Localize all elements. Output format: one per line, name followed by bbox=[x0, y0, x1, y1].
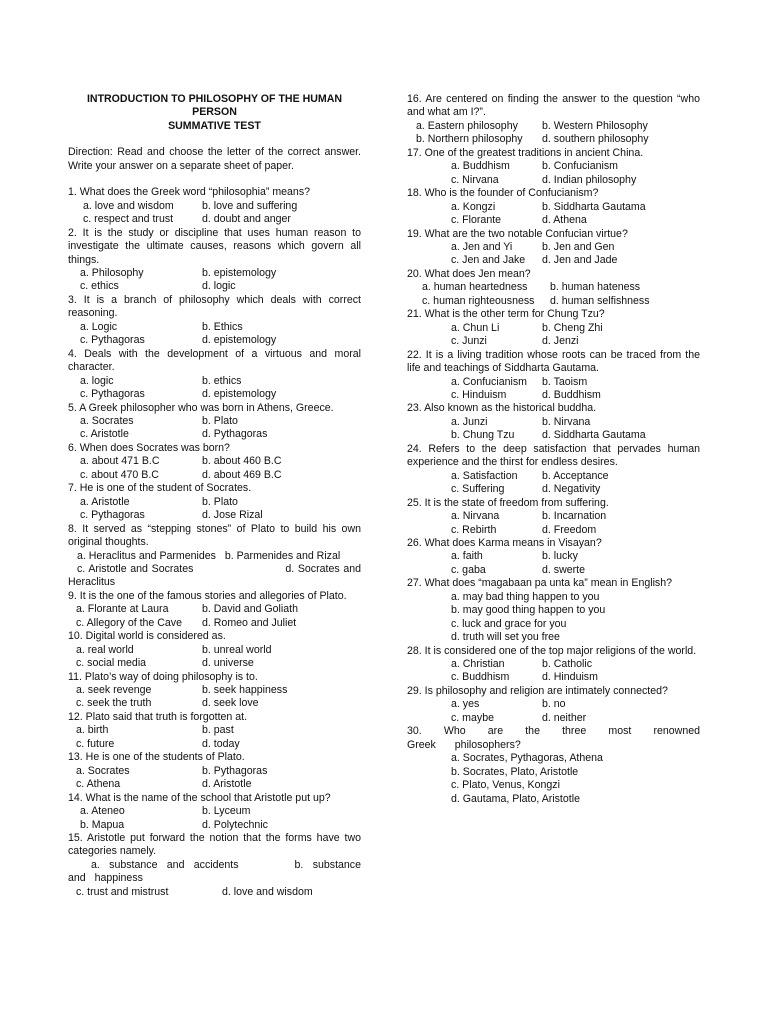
question-text: 6. When does Socrates was born? bbox=[68, 441, 230, 454]
option-b: b. Plato bbox=[202, 414, 238, 427]
option-a: a. human heartedness bbox=[422, 281, 528, 294]
question-2 bbox=[68, 227, 361, 294]
option-a: a. logic bbox=[80, 374, 114, 387]
option-c: c. Buddhism bbox=[451, 671, 510, 684]
option-b: b. Plato bbox=[202, 495, 238, 508]
option-c: c. Junzi bbox=[451, 335, 487, 348]
option-b: b. Siddharta Gautama bbox=[542, 200, 646, 213]
option-c: c. gaba bbox=[451, 563, 486, 576]
option-b: b. epistemology bbox=[202, 266, 277, 279]
option-c: c. Nirvana bbox=[451, 173, 499, 186]
question-text: 2. It is the study or discipline that uses human reason to investigate the ultimate causes, reasons which govern all things. bbox=[68, 226, 361, 266]
option-b: b. Western Philosophy bbox=[542, 119, 648, 132]
question-text: 16. Are centered on finding the answer to the question “who and what am I?”. bbox=[407, 93, 700, 119]
question-text: 18. Who is the founder of Confucianism? bbox=[407, 187, 599, 200]
option-d: d. Freedom bbox=[542, 523, 597, 536]
question-text: 23. Also known as the historical buddha. bbox=[407, 402, 597, 415]
option-d: d. swerte bbox=[542, 563, 585, 576]
option-c: c. Pythagoras bbox=[80, 388, 145, 401]
question-text: 14. What is the name of the school that Aristotle put up? bbox=[68, 791, 331, 804]
question-26 bbox=[407, 537, 700, 577]
option-d: d. Socrates and Heraclitus bbox=[68, 562, 361, 589]
option-b: b. Incarnation bbox=[542, 510, 607, 523]
question-17 bbox=[407, 147, 700, 187]
question-text: 27. What does “magabaan pa unta ka” mean in English? bbox=[407, 577, 673, 590]
option-c: c. maybe bbox=[451, 711, 494, 724]
option-b: b. unreal world bbox=[202, 643, 272, 656]
question-24 bbox=[407, 443, 700, 497]
option-c: c. Florante bbox=[451, 214, 502, 227]
document-header bbox=[68, 93, 361, 133]
option-b: b. Socrates, Plato, Aristotle bbox=[451, 765, 579, 778]
question-text: 19. What are the two notable Confucian virtue? bbox=[407, 227, 628, 240]
question-21 bbox=[407, 308, 700, 348]
question-text: 25. It is the state of freedom from suffering. bbox=[407, 496, 609, 509]
question-14 bbox=[68, 792, 361, 832]
question-text: 8. It served as “stepping stones” of Plato to build his own original thoughts. bbox=[68, 522, 361, 549]
question-text: 29. Is philosophy and religion are intimately connected? bbox=[407, 684, 668, 697]
question-text: 5. A Greek philosopher who was born in Athens, Greece. bbox=[68, 401, 334, 414]
option-d: d. Indian philosophy bbox=[542, 173, 637, 186]
question-text: 13. He is one of the students of Plato. bbox=[68, 751, 245, 764]
option-a: a. Junzi bbox=[451, 415, 488, 428]
question-16 bbox=[407, 93, 700, 147]
option-b: b. lucky bbox=[542, 550, 578, 563]
option-a: a. substance and accidents bbox=[91, 858, 239, 871]
option-a: a. Socrates bbox=[80, 414, 134, 427]
option-b: b. Pythagoras bbox=[202, 764, 268, 777]
option-c: c. ethics bbox=[80, 280, 119, 293]
question-25 bbox=[407, 497, 700, 537]
directions-text: Direction: Read and choose the letter of the correct answer. Write your answer on a separate sheet of paper. bbox=[68, 146, 361, 172]
question-11 bbox=[68, 671, 361, 711]
option-a: a. faith bbox=[451, 550, 483, 563]
option-a: a. Socrates bbox=[76, 764, 130, 777]
question-18 bbox=[407, 187, 700, 227]
question-12 bbox=[68, 711, 361, 751]
question-29 bbox=[407, 685, 700, 725]
option-b: b. substance and happiness bbox=[68, 858, 361, 885]
option-c: c. Hinduism bbox=[451, 388, 507, 401]
option-c: c. Aristotle and Socrates bbox=[77, 562, 194, 575]
option-a: a. Kongzi bbox=[451, 200, 496, 213]
question-text: 17. One of the greatest traditions in ancient China. bbox=[407, 146, 644, 159]
option-b: b. Jen and Gen bbox=[542, 240, 615, 253]
option-d: d. Athena bbox=[542, 214, 587, 227]
left-column bbox=[68, 93, 361, 899]
option-d: d. Siddharta Gautama bbox=[542, 429, 646, 442]
option-c: c. Suffering bbox=[451, 483, 505, 496]
option-c: b. Chung Tzu bbox=[451, 429, 515, 442]
option-d: d. Pythagoras bbox=[202, 428, 268, 441]
option-c: c. Athena bbox=[76, 778, 121, 791]
option-b: b. past bbox=[202, 724, 234, 737]
option-c: c. respect and trust bbox=[83, 213, 174, 226]
option-d: d. Hinduism bbox=[542, 671, 598, 684]
question-13 bbox=[68, 751, 361, 791]
question-20 bbox=[407, 268, 700, 308]
option-c: c. social media bbox=[76, 657, 147, 670]
option-b: b. Nirvana bbox=[542, 415, 591, 428]
document-title: INTRODUCTION TO PHILOSOPHY OF THE HUMAN bbox=[86, 93, 343, 105]
option-c: c. Jen and Jake bbox=[451, 254, 526, 267]
question-30 bbox=[407, 725, 700, 806]
option-a: a. may bad thing happen to you bbox=[451, 590, 600, 603]
right-column bbox=[407, 93, 700, 806]
option-c: c. Plato, Venus, Kongzi bbox=[451, 779, 560, 792]
option-d: d. love and wisdom bbox=[222, 885, 313, 898]
option-b: b. seek happiness bbox=[202, 684, 288, 697]
question-6 bbox=[68, 442, 361, 482]
option-a: a. Eastern philosophy bbox=[416, 119, 518, 132]
question-4 bbox=[68, 348, 361, 402]
option-c: c. Allegory of the Cave bbox=[76, 616, 182, 629]
question-19 bbox=[407, 228, 700, 268]
option-c: b. Mapua bbox=[80, 818, 125, 831]
question-text: 24. Refers to the deep satisfaction that pervades human experience and the thirst for endless desires. bbox=[407, 442, 700, 469]
option-b: b. Acceptance bbox=[542, 469, 609, 482]
question-text: 30. Who are the three most renowned Greek philosophers? bbox=[407, 725, 700, 751]
question-text: 28. It is considered one of the top major religions of the world. bbox=[407, 644, 697, 657]
option-c: c. Pythagoras bbox=[80, 509, 145, 522]
question-text: 7. He is one of the student of Socrates. bbox=[68, 482, 252, 495]
document-title-continued: PERSON bbox=[192, 106, 237, 119]
option-a: a. Jen and Yi bbox=[451, 240, 513, 253]
question-23 bbox=[407, 402, 700, 442]
option-a: a. love and wisdom bbox=[83, 199, 174, 212]
option-d: d. about 469 B.C bbox=[202, 468, 282, 481]
option-a: a. Logic bbox=[80, 320, 118, 333]
option-c: c. future bbox=[76, 737, 115, 750]
option-b: b. human hateness bbox=[550, 281, 641, 294]
option-d: d. universe bbox=[202, 657, 254, 670]
option-b: b. Catholic bbox=[542, 658, 593, 671]
option-b: b. ethics bbox=[202, 374, 242, 387]
option-d: d. seek love bbox=[202, 697, 259, 710]
option-b: b. Confucianism bbox=[542, 160, 618, 173]
option-b: b. about 460 B.C bbox=[202, 455, 282, 468]
option-a: a. Confucianism bbox=[451, 375, 527, 388]
question-text: 21. What is the other term for Chung Tzu? bbox=[407, 308, 605, 321]
option-a: a. Satisfaction bbox=[451, 469, 518, 482]
question-15 bbox=[68, 832, 361, 899]
option-c: c. seek the truth bbox=[76, 697, 152, 710]
option-d: d. Jenzi bbox=[542, 335, 579, 348]
option-d: d. Polytechnic bbox=[202, 818, 268, 831]
document-subtitle: SUMMATIVE TEST bbox=[168, 119, 261, 132]
option-c: c. human righteousness bbox=[422, 294, 535, 307]
option-a: a. Florante at Laura bbox=[76, 603, 169, 616]
option-a: a. Aristotle bbox=[80, 495, 130, 508]
option-d: d. Romeo and Juliet bbox=[202, 616, 297, 629]
question-8 bbox=[68, 523, 361, 590]
question-3 bbox=[68, 294, 361, 348]
option-a: a. Socrates, Pythagoras, Athena bbox=[451, 752, 603, 765]
option-c: c. Pythagoras bbox=[80, 334, 145, 347]
option-c: c. Aristotle bbox=[80, 428, 129, 441]
option-b: b. Ethics bbox=[202, 320, 243, 333]
option-a: a. Philosophy bbox=[80, 266, 144, 279]
option-a: a. real world bbox=[76, 643, 134, 656]
option-d: d. Buddhism bbox=[542, 388, 601, 401]
option-b: b. no bbox=[542, 698, 566, 711]
option-a: a. Christian bbox=[451, 658, 505, 671]
option-d: d. Aristotle bbox=[202, 778, 252, 791]
option-a: a. Chun Li bbox=[451, 321, 500, 334]
question-text: 12. Plato said that truth is forgotten at. bbox=[68, 710, 248, 723]
option-b: b. Lyceum bbox=[202, 805, 251, 818]
question-10 bbox=[68, 630, 361, 670]
question-1 bbox=[68, 186, 361, 226]
question-text: 15. Aristotle put forward the notion that the forms have two categories namely. bbox=[68, 832, 361, 858]
option-d: d. Jose Rizal bbox=[202, 509, 263, 522]
option-b: b. Cheng Zhi bbox=[542, 321, 603, 334]
question-text: 3. It is a branch of philosophy which deals with correct reasoning. bbox=[68, 293, 361, 320]
option-d: d. Negativity bbox=[542, 483, 601, 496]
option-b: b. may good thing happen to you bbox=[451, 604, 606, 617]
question-7 bbox=[68, 482, 361, 522]
option-c: c. trust and mistrust bbox=[76, 885, 169, 898]
question-text: 10. Digital world is considered as. bbox=[68, 630, 226, 643]
question-27 bbox=[407, 577, 700, 644]
question-28 bbox=[407, 645, 700, 685]
option-b: b. Parmenides and Rizal bbox=[224, 549, 341, 562]
option-d: d. today bbox=[202, 737, 240, 750]
option-c: c. Rebirth bbox=[451, 523, 497, 536]
question-text: 9. It is the one of the famous stories and allegories of Plato. bbox=[68, 589, 347, 602]
option-a: a. Ateneo bbox=[80, 805, 125, 818]
question-text: 26. What does Karma means in Visayan? bbox=[407, 536, 602, 549]
question-22 bbox=[407, 349, 700, 403]
option-d: d. Jen and Jade bbox=[542, 254, 618, 267]
option-b: b. David and Goliath bbox=[202, 603, 298, 616]
option-d: d. southern philosophy bbox=[542, 133, 649, 146]
option-c: c. luck and grace for you bbox=[451, 617, 567, 630]
option-c: c. about 470 B.C bbox=[80, 468, 159, 481]
option-d: d. neither bbox=[542, 711, 587, 724]
option-d: d. truth will set you free bbox=[451, 631, 560, 644]
question-text: 4. Deals with the development of a virtuous and moral character. bbox=[68, 347, 361, 374]
option-a: a. about 471 B.C bbox=[80, 455, 160, 468]
option-a: a. seek revenge bbox=[76, 684, 152, 697]
question-text: 11. Plato’s way of doing philosophy is to. bbox=[68, 670, 258, 683]
option-a: a. birth bbox=[76, 724, 109, 737]
option-b: b. love and suffering bbox=[202, 199, 298, 212]
option-d: d. doubt and anger bbox=[202, 213, 291, 226]
option-d: d. Gautama, Plato, Aristotle bbox=[451, 792, 580, 805]
question-5 bbox=[68, 402, 361, 442]
option-d: d. epistemology bbox=[202, 388, 277, 401]
option-a: a. Buddhism bbox=[451, 160, 510, 173]
option-c: b. Northern philosophy bbox=[416, 133, 523, 146]
option-d: d. human selfishness bbox=[550, 294, 650, 307]
question-9 bbox=[68, 590, 361, 630]
option-d: d. logic bbox=[202, 280, 236, 293]
question-text: 1. What does the Greek word “philosophia” means? bbox=[68, 186, 311, 199]
question-text: 20. What does Jen mean? bbox=[407, 267, 531, 280]
option-d: d. epistemology bbox=[202, 334, 277, 347]
option-a: a. yes bbox=[451, 698, 480, 711]
option-a: a. Heraclitus and Parmenides bbox=[77, 549, 216, 562]
question-text: 22. It is a living tradition whose roots can be traced from the life and teachings of Siddharta Gautama. bbox=[407, 348, 700, 375]
option-a: a. Nirvana bbox=[451, 510, 500, 523]
option-b: b. Taoism bbox=[542, 375, 588, 388]
